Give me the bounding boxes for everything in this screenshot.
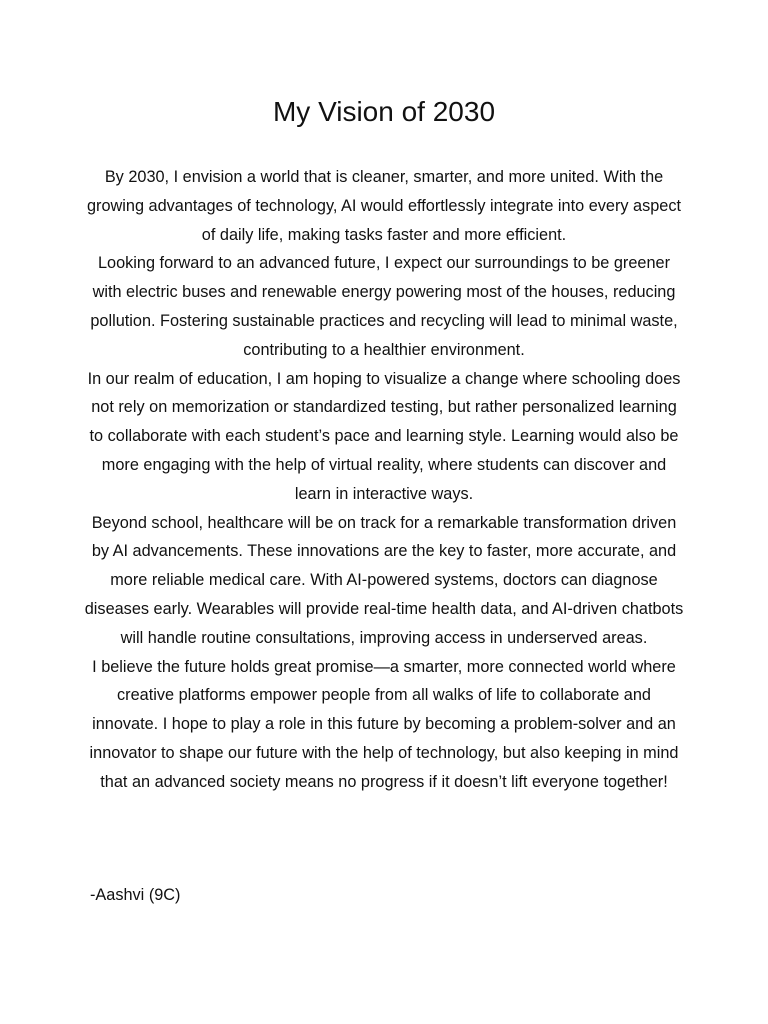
document-title: My Vision of 2030 [272, 96, 496, 127]
paragraph-intro: By 2030, I envision a world that is cleaner, smarter, and more united. With the growing advantages of technology, AI would effortlessly integrate into every aspect of daily life, making tasks faster and more efficient. [86, 168, 682, 244]
paragraph-education: In our realm of education, I am hoping to visualize a change where schooling does not rely on memorization or standardized testing, but rather personalized learning to collaborate with each student’s pace and learning style. Learning would also be more engaging with the help of virtual reality, where students can discover and learn in interactive ways. [87, 369, 681, 503]
paragraph-conclusion: I believe the future holds great promise—a smarter, more connected world where creative platforms empower people from all walks of life to collaborate and innovate. I hope to play a role in this future by becoming a problem-solver and an innovator to shape our future with the help of technology, but also keeping in mind that an advanced society means no progress if it doesn’t lift everyone together! [89, 657, 679, 791]
paragraph-environment: Looking forward to an advanced future, I expect our surroundings to be greener with electric buses and renewable energy powering most of the houses, reducing pollution. Fostering sustainable practices and recycling will lead to minimal waste, contributing to a healthier environment. [90, 254, 678, 359]
author-signature: -Aashvi (9C) [90, 886, 181, 904]
paragraph-healthcare: Beyond school, healthcare will be on track for a remarkable transformation driven by AI advancements. These innovations are the key to faster, more accurate, and more reliable medical care. With AI-powered systems, doctors can diagnose diseases early. Wearables will provide real-time health data, and AI-driven chatbots will handle routine consultations, improving access in underserved areas. [84, 513, 684, 647]
essay-body [84, 163, 684, 797]
